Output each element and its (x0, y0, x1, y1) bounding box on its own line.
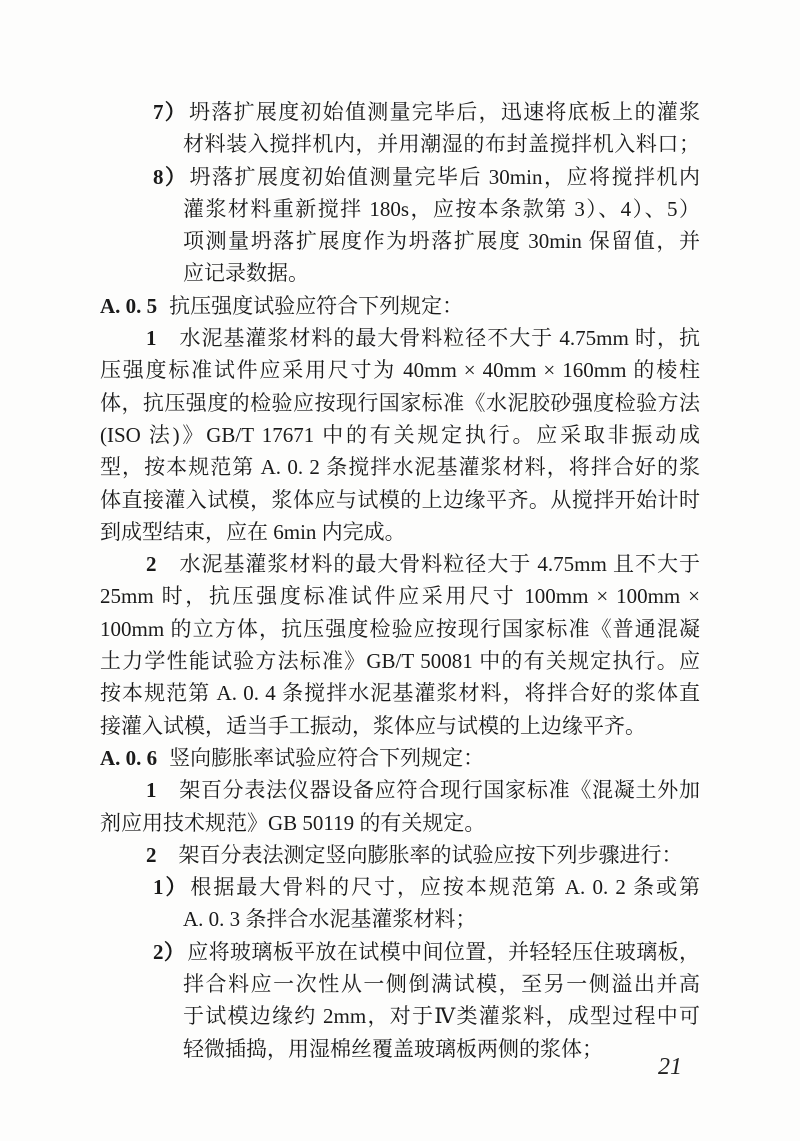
text-line (100, 1033, 700, 1065)
text-line (100, 161, 700, 193)
line-text: 抗压强度试验应符合下列规定： (169, 293, 464, 318)
line-marker: 1 (146, 326, 157, 351)
line-text: 接灌入试模，适当手工振动，浆体应与试模的上边缘平齐。 (100, 713, 646, 738)
line-marker: 2 (146, 552, 157, 577)
text-line (100, 548, 700, 580)
line-text: 剂应用技术规范》GB 50119 的有关规定。 (100, 810, 486, 835)
line-text: 应记录数据。 (183, 261, 309, 286)
line-text: 土力学性能试验方法标准》GB/T 50081 中的有关规定执行。应 (100, 649, 700, 674)
line-text: 水泥基灌浆材料的最大骨料粒径大于 4.75mm 且不大于 (178, 552, 700, 577)
line-text: (ISO 法)》GB/T 17671 中的有关规定执行。应采取非振动成 (100, 422, 700, 447)
line-text: 材料装入搅拌机内，并用潮湿的布封盖搅拌机入料口； (183, 132, 700, 157)
line-text: A. 0. 3 条拌合水泥基灌浆材料； (183, 907, 477, 932)
text-line (100, 387, 700, 419)
line-text: 型，按本规范第 A. 0. 2 条搅拌水泥基灌浆材料，将拌合好的浆 (100, 455, 700, 480)
line-marker: 8） (153, 164, 188, 189)
line-text: 100mm 的立方体，抗压强度检验应按现行国家标准《普通混凝 (100, 616, 700, 641)
line-text: 拌合料应一次性从一侧倒满试模，至另一侧溢出并高 (183, 972, 700, 997)
text-line (100, 742, 700, 774)
line-text: 坍落扩展度初始值测量完毕后，迅速将底板上的灌浆 (189, 100, 701, 124)
line-text: 应将玻璃板平放在试模中间位置，并轻轻压住玻璃板， (187, 939, 701, 964)
text-line (100, 871, 700, 903)
text-line (100, 903, 700, 935)
text-line (100, 451, 700, 483)
text-line (100, 96, 700, 128)
text-line (100, 613, 700, 645)
text-line (100, 257, 700, 289)
line-text: 于试模边缘约 2mm，对于Ⅳ类灌浆料，成型过程中可 (183, 1004, 700, 1029)
line-text: 到成型结束，应在 6min 内完成。 (100, 519, 406, 544)
document-body (100, 96, 700, 1065)
line-marker: A. 0. 6 (100, 745, 158, 770)
line-text: 压强度标准试件应采用尺寸为 40mm × 40mm × 160mm 的棱柱 (100, 358, 700, 383)
line-text: 按本规范第 A. 0. 4 条搅拌水泥基灌浆材料，将拌合好的浆体直 (100, 681, 700, 706)
text-line (100, 322, 700, 354)
line-text: 25mm 时，抗压强度标准试件应采用尺寸 100mm × 100mm × (100, 584, 700, 609)
line-text: 体直接灌入试模，浆体应与试模的上边缘平齐。从搅拌开始计时 (100, 487, 700, 512)
line-text: 灌浆材料重新搅拌 180s，应按本条款第 3）、4）、5） (183, 196, 700, 221)
page-number: 21 (658, 1054, 682, 1080)
line-text: 轻微插捣，用湿棉丝覆盖玻璃板两侧的浆体； (183, 1036, 603, 1061)
line-text: 根据最大骨料的尺寸，应按本规范第 A. 0. 2 条或第 (190, 875, 700, 900)
line-marker: A. 0. 5 (100, 293, 158, 318)
line-text: 水泥基灌浆材料的最大骨料粒径不大于 4.75mm 时，抗 (178, 326, 700, 351)
line-text: 项测量坍落扩展度作为坍落扩展度 30min 保留值，并 (183, 229, 700, 254)
line-marker: 2 (146, 842, 157, 867)
line-text: 坍落扩展度初始值测量完毕后 30min，应将搅拌机内 (189, 164, 701, 189)
line-text: 架百分表法测定竖向膨胀率的试验应按下列步骤进行： (178, 842, 683, 867)
text-line (100, 807, 700, 839)
text-line (100, 936, 700, 968)
text-line (100, 839, 700, 871)
text-line (100, 968, 700, 1000)
text-line (100, 774, 700, 806)
line-text: 架百分表法仪器设备应符合现行国家标准《混凝土外加 (178, 778, 700, 803)
line-text: 体，抗压强度的检验应按现行国家标准《水泥胶砂强度检验方法 (100, 390, 700, 415)
text-line (100, 580, 700, 612)
text-line (100, 225, 700, 257)
text-line (100, 128, 700, 160)
text-line (100, 290, 700, 322)
text-line (100, 1000, 700, 1032)
line-text: 竖向膨胀率试验应符合下列规定： (169, 745, 485, 770)
text-line (100, 677, 700, 709)
line-marker: 1 (146, 778, 157, 803)
text-line (100, 484, 700, 516)
text-line (100, 419, 700, 451)
text-line (100, 354, 700, 386)
text-line (100, 193, 700, 225)
line-marker: 1） (153, 875, 189, 900)
text-line (100, 710, 700, 742)
text-line (100, 645, 700, 677)
text-line (100, 516, 700, 548)
line-marker: 7） (153, 100, 188, 124)
line-marker: 2） (153, 939, 186, 964)
